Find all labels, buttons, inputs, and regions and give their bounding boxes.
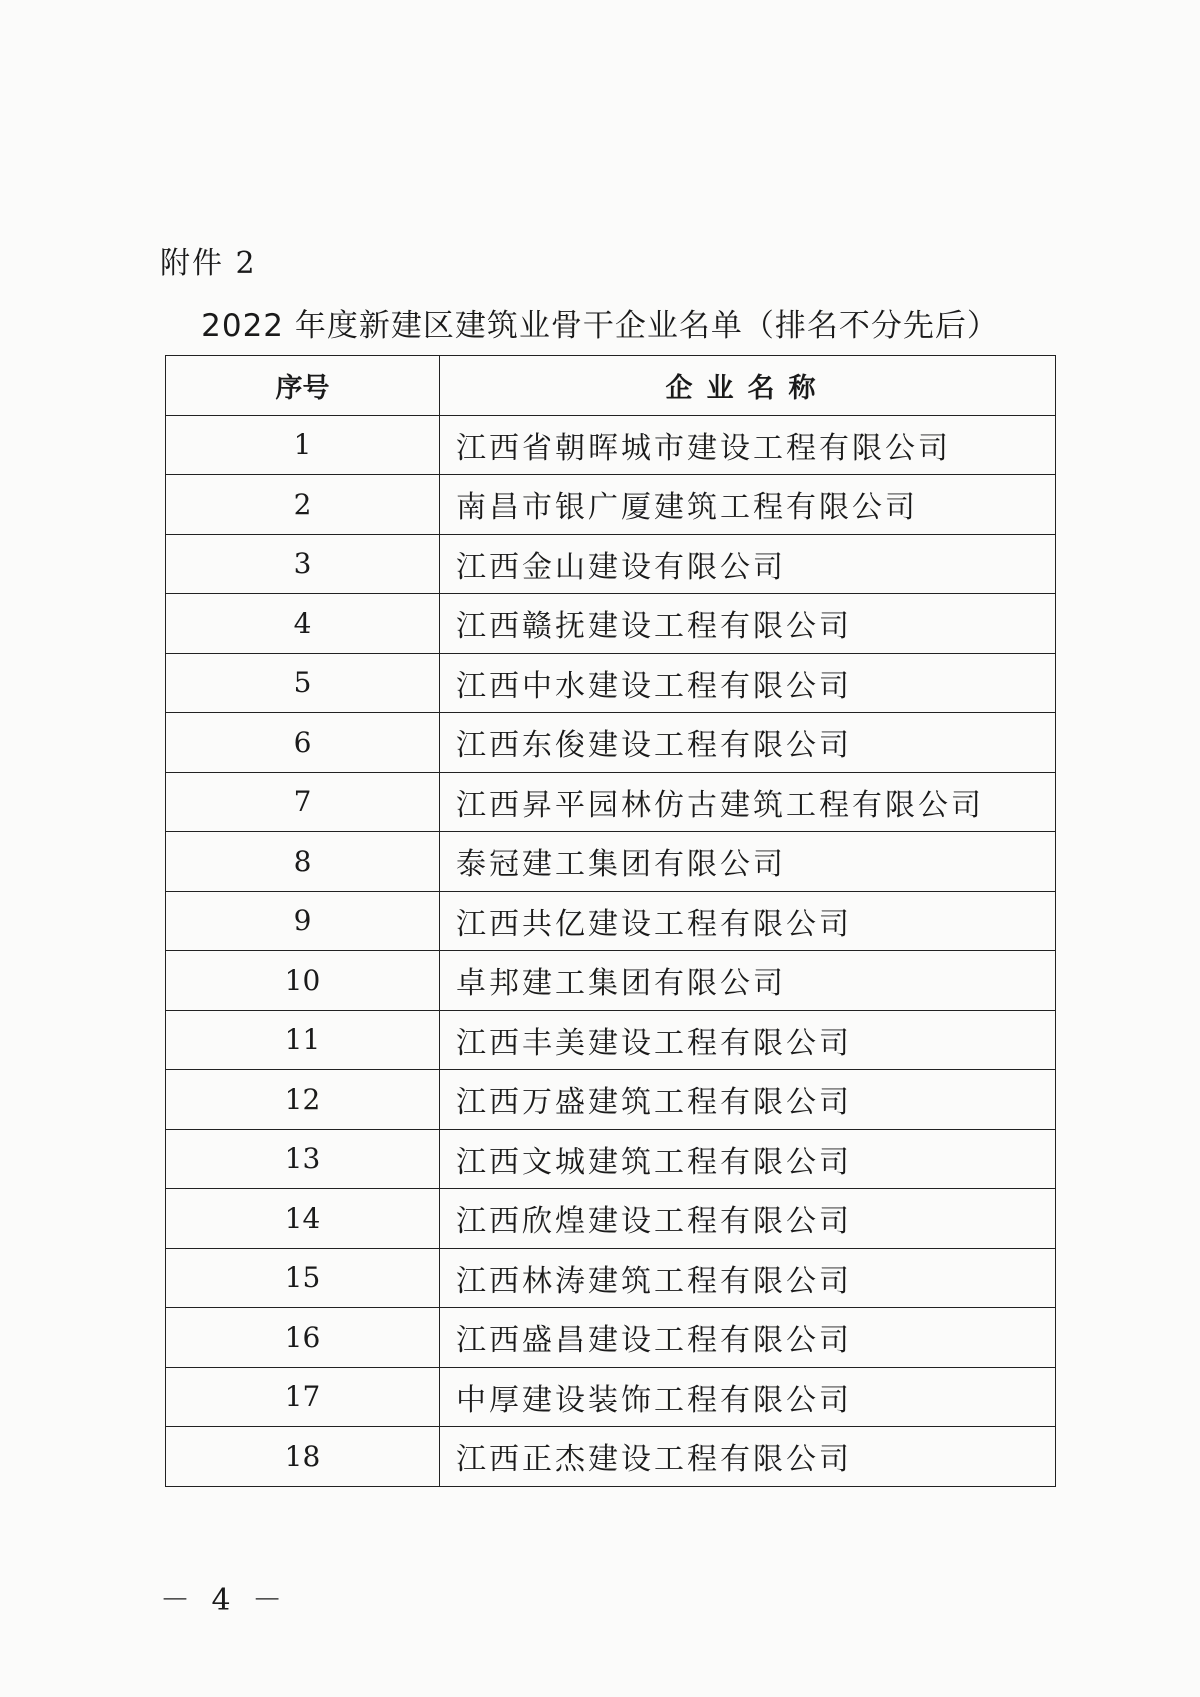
column-header-name: 企业名称	[440, 356, 1056, 416]
table-row	[166, 1427, 1056, 1487]
company-name: 江西盛昌建设工程有限公司	[440, 1308, 1056, 1368]
row-index: 7	[166, 772, 440, 832]
company-name: 江西文城建筑工程有限公司	[440, 1129, 1056, 1189]
page-number: － 4 －	[160, 1583, 289, 1618]
company-name: 江西赣抚建设工程有限公司	[440, 594, 1056, 654]
company-name: 江西丰美建设工程有限公司	[440, 1010, 1056, 1070]
company-name: 江西省朝晖城市建设工程有限公司	[440, 415, 1056, 475]
attachment-label: 附件 2	[160, 246, 257, 281]
company-table	[165, 355, 1056, 1487]
table-row	[166, 891, 1056, 951]
row-index: 14	[166, 1189, 440, 1249]
table-row	[166, 415, 1056, 475]
company-name: 江西正杰建设工程有限公司	[440, 1427, 1056, 1487]
table-row	[166, 713, 1056, 773]
company-name: 江西东俊建设工程有限公司	[440, 713, 1056, 773]
table-row	[166, 1010, 1056, 1070]
company-name: 江西昇平园林仿古建筑工程有限公司	[440, 772, 1056, 832]
company-name: 中厚建设装饰工程有限公司	[440, 1367, 1056, 1427]
company-name: 江西中水建设工程有限公司	[440, 653, 1056, 713]
row-index: 8	[166, 832, 440, 892]
row-index: 12	[166, 1070, 440, 1130]
table-row	[166, 1189, 1056, 1249]
row-index: 18	[166, 1427, 440, 1487]
table-row	[166, 772, 1056, 832]
row-index: 16	[166, 1308, 440, 1368]
table-row	[166, 594, 1056, 654]
row-index: 9	[166, 891, 440, 951]
row-index: 1	[166, 415, 440, 475]
table-row	[166, 1308, 1056, 1368]
table-row	[166, 832, 1056, 892]
document-title: 2022 年度新建区建筑业骨干企业名单（排名不分先后）	[201, 308, 999, 344]
company-name: 江西金山建设有限公司	[440, 534, 1056, 594]
row-index: 3	[166, 534, 440, 594]
table-row	[166, 475, 1056, 535]
table-row	[166, 951, 1056, 1011]
company-name: 卓邦建工集团有限公司	[440, 951, 1056, 1011]
table-row	[166, 653, 1056, 713]
row-index: 10	[166, 951, 440, 1011]
row-index: 13	[166, 1129, 440, 1189]
company-name: 南昌市银广厦建筑工程有限公司	[440, 475, 1056, 535]
company-name: 江西共亿建设工程有限公司	[440, 891, 1056, 951]
company-name: 江西万盛建筑工程有限公司	[440, 1070, 1056, 1130]
table-row	[166, 1367, 1056, 1427]
column-header-index: 序号	[166, 356, 440, 416]
table-row	[166, 1248, 1056, 1308]
row-index: 2	[166, 475, 440, 535]
company-name: 江西欣煌建设工程有限公司	[440, 1189, 1056, 1249]
row-index: 15	[166, 1248, 440, 1308]
row-index: 11	[166, 1010, 440, 1070]
row-index: 17	[166, 1367, 440, 1427]
table-row	[166, 534, 1056, 594]
table-header-row	[166, 356, 1056, 416]
company-name: 江西林涛建筑工程有限公司	[440, 1248, 1056, 1308]
table-row	[166, 1129, 1056, 1189]
table-row	[166, 1070, 1056, 1130]
row-index: 6	[166, 713, 440, 773]
company-name: 泰冠建工集团有限公司	[440, 832, 1056, 892]
row-index: 5	[166, 653, 440, 713]
row-index: 4	[166, 594, 440, 654]
